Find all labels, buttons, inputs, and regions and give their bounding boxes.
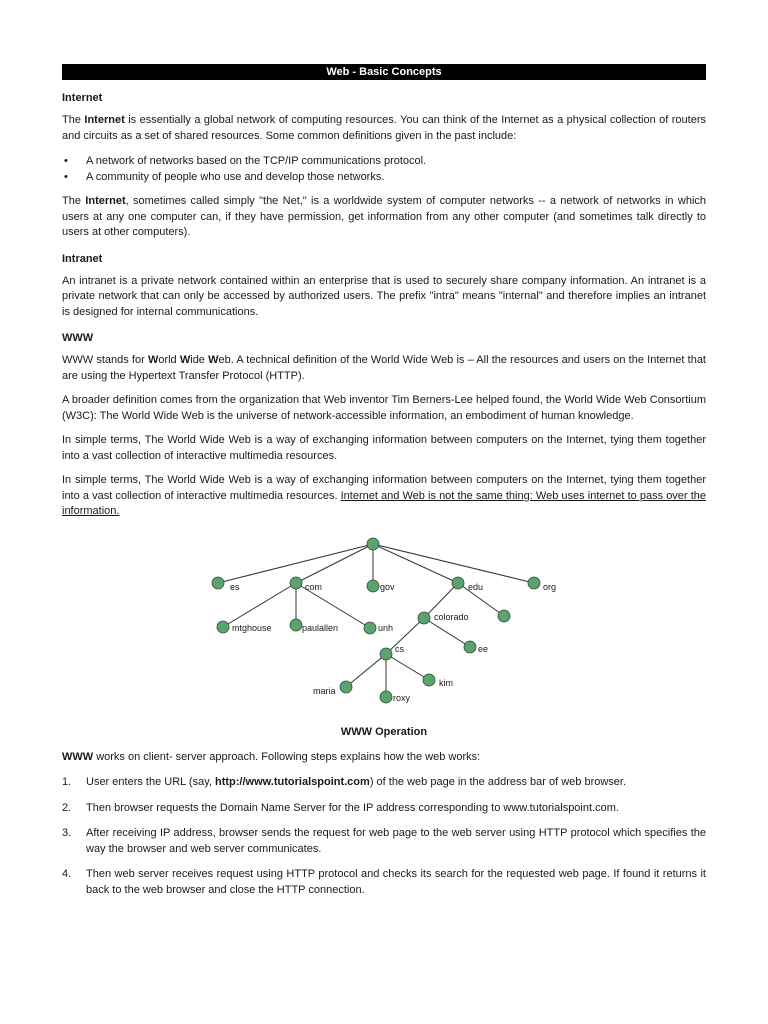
tree-node-maria: [340, 681, 352, 693]
tree-node-roxy: [380, 691, 392, 703]
node-label-roxy: roxy: [393, 692, 411, 703]
section-heading-intranet: Intranet: [62, 252, 103, 265]
operation-steps: [62, 775, 706, 898]
internet-definition-list: [62, 154, 706, 185]
internet-paragraph-2: The Internet, sometimes called simply "the Net," is a worldwide system of computer networks -- a network of networks in which users at any one computer can, if they have permission, get information from any other computer (and sometimes talk directly to users at other computers).: [62, 195, 707, 238]
tree-node-unh: [364, 622, 376, 634]
list-item: 3. After receiving IP address, browser sends the request for web page to the web server using HTTP protocol which specifies the way the browser and web server communicates.: [62, 827, 706, 855]
tree-node-ee: [464, 641, 476, 653]
tree-node-es: [212, 577, 224, 589]
tree-node-mtghouse: [217, 621, 229, 633]
node-label-edu: edu: [468, 581, 484, 592]
node-label-com: com: [305, 581, 323, 592]
www-paragraph-4: In simple terms, The World Wide Web is a way of exchanging information between computers on the Internet, tying them together into a vast collection of interactive multimedia resources. Internet and Web is not the same thing: Web uses internet to pass over the information.: [62, 474, 706, 517]
page-title: Web - Basic Concepts: [62, 64, 706, 80]
node-label-colorado: colorado: [434, 611, 469, 622]
tree-node-kim: [423, 674, 435, 686]
tree-node-com: [290, 577, 302, 589]
section-heading-www: WWW: [62, 332, 94, 344]
tree-node-org: [528, 577, 540, 589]
node-label-kim: kim: [439, 677, 453, 688]
tree-node-cs: [380, 648, 392, 660]
node-label-gov: gov: [380, 581, 395, 592]
node-label-paulallen: paulallen: [302, 622, 339, 633]
tree-node-gov: [367, 580, 379, 592]
diagram-caption: WWW Operation: [340, 725, 428, 738]
domain-tree-diagram: [62, 534, 706, 724]
list-item: 1. User enters the URL (say, http://www.tutorialspoint.com) of the web page in the address bar of web browser.: [62, 776, 627, 788]
list-item: 4. Then web server receives request using HTTP protocol and checks its search for the requested web page. If found it returns it back to the web browser and close the HTTP connection.: [62, 868, 706, 896]
www-paragraph-1: WWW stands for World Wide Web. A technical definition of the World Wide Web is – All the resources and users on the Internet that are using the Hypertext Transfer Protocol (HTTP).: [62, 354, 706, 382]
node-label-maria: maria: [313, 685, 336, 696]
operation-intro: WWW works on client- server approach. Following steps explains how the web works:: [62, 750, 481, 763]
node-label-org: org: [543, 581, 557, 592]
document-page: [62, 64, 706, 898]
tree-node-edu: [452, 577, 464, 589]
section-heading-internet: Internet: [62, 92, 103, 104]
www-underlined-note: Internet and Web is not the same thing: Web uses internet to pass over the information.: [62, 489, 706, 517]
node-label-cs: cs: [395, 643, 404, 654]
tree-node-edu-child: [498, 610, 510, 622]
internet-paragraph-1: The Internet is essentially a global network of computing resources. You can think of the Internet as a physical collection of routers and circuits as a set of shared resources. Some common definitions given in the past include:: [62, 114, 706, 142]
www-paragraph-2: A broader definition comes from the organization that Web inventor Tim Berners-Lee helped found, the World Wide Web Consortium (W3C): The World Wide Web is the universe of network-accessible information, an embodiment of human knowledge.: [62, 394, 706, 422]
tree-node-root: [367, 538, 379, 550]
list-item: • A network of networks based on the TCP/IP communications protocol.: [62, 154, 706, 170]
node-label-ee: ee: [478, 643, 489, 654]
node-label-es: es: [230, 581, 240, 592]
intranet-paragraph: An intranet is a private network contained within an enterprise that is used to securely share company information. An intranet is a private network that can only be accessed by authorized users. The prefix "intra" means "internal" and therefore implies an intranet is designed for internal communications.: [62, 274, 706, 318]
node-label-mtghouse: mtghouse: [232, 622, 272, 633]
list-item: • A community of people who use and develop those networks.: [62, 170, 706, 186]
domain-tree-svg: [62, 534, 706, 724]
www-paragraph-3: In simple terms, The World Wide Web is a way of exchanging information between computers on the Internet, tying them together into a vast collection of interactive multimedia resources.: [62, 434, 706, 462]
tree-node-colorado: [418, 612, 430, 624]
tree-node-paulallen: [290, 619, 302, 631]
node-label-unh: unh: [378, 622, 394, 633]
tree-edges: [218, 544, 534, 697]
list-item: 2. Then browser requests the Domain Name Server for the IP address corresponding to www.tutorialspoint.com.: [62, 801, 619, 814]
